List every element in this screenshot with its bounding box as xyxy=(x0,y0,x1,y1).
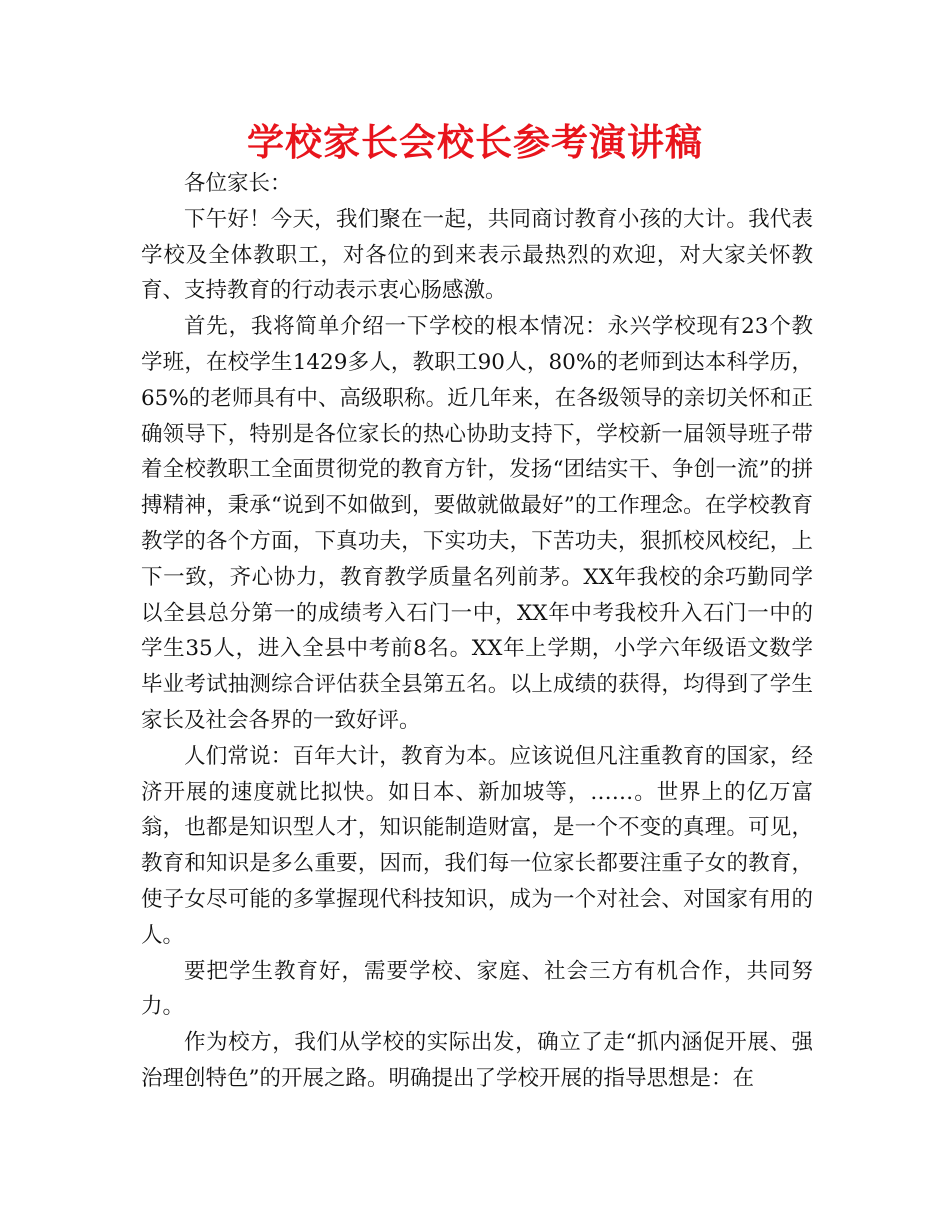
document-body xyxy=(141,166,813,1097)
paragraph-school-introduction: 首先，我将简单介绍一下学校的根本情况：永兴学校现有23个教学班，在校学生1429多人，教职工90人，80%的老师到达本科学历，65%的老师具有中、高级职称。近几年来，在各级领导的亲切关怀和正确领导下，特别是各位家长的热心协助支持下，学校新一届领导班子带着全校教职工全面贯彻党的教育方针，发扬“团结实干、争创一流”的拼搏精神，秉承“说到不如做到，要做就做最好”的工作理念。在学校教育教学的各个方面，下真功夫，下实功夫，下苦功夫，狠抓校风校纪，上下一致，齐心协力，教育教学质量名列前茅。XX年我校的余巧勤同学以全县总分第一的成绩考入石门一中，XX年中考我校升入石门一中的学生35人，进入全县中考前8名。XX年上学期，小学六年级语文数学毕业考试抽测综合评估获全县第五名。以上成绩的获得，均得到了学生家长及社会各界的一致好评。 xyxy=(141,314,813,733)
paragraph-greeting: 下午好！今天，我们聚在一起，共同商讨教育小孩的大计。我代表学校及全体教职工，对各位的到来表示最热烈的欢迎，对大家关怀教育、支持教育的行动表示衷心肠感激。 xyxy=(141,206,813,304)
paragraph-importance-of-education: 人们常说：百年大计，教育为本。应该说但凡注重教育的国家，经济开展的速度就比拟快。如日本、新加坡等，……。世界上的亿万富翁，也都是知识型人才，知识能制造财富，是一个不变的真理。可见，教育和知识是多么重要，因而，我们每一位家长都要注重子女的教育，使子女尽可能的多掌握现代科技知识，成为一个对社会、对国家有用的人。 xyxy=(141,743,813,948)
paragraph-cooperation: 要把学生教育好，需要学校、家庭、社会三方有机合作，共同努力。 xyxy=(141,958,813,1020)
salutation: 各位家长： xyxy=(184,171,292,196)
paragraph-school-direction: 作为校方，我们从学校的实际出发，确立了走“抓内涵促开展、强治理创特色”的开展之路。明确提出了学校开展的指导思想是：在 xyxy=(141,1030,813,1091)
document-title: 学校家长会校长参考演讲稿 xyxy=(247,121,703,164)
